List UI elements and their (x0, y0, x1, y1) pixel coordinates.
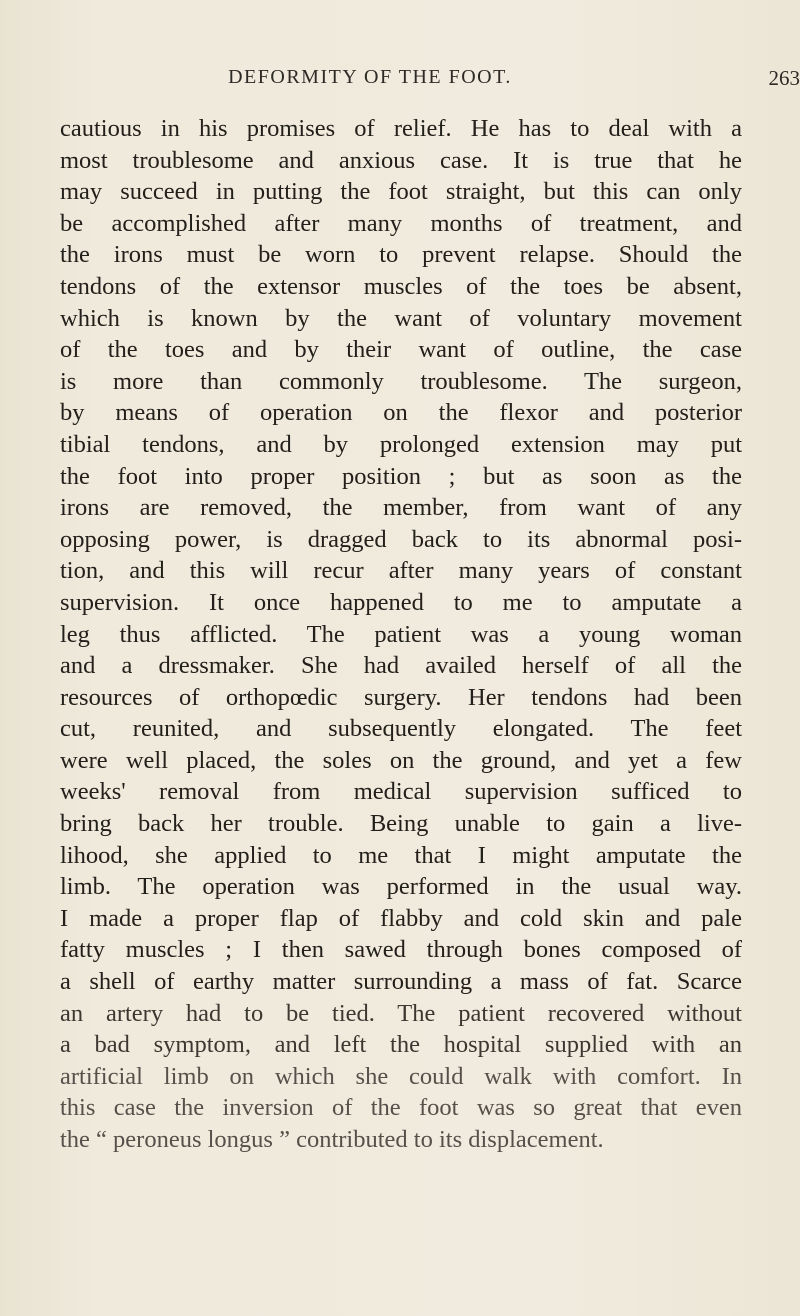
page-number: 263 (768, 66, 800, 90)
text-line: were well placed, the soles on the ground, and yet a few (60, 746, 742, 774)
text-line: I made a proper flap of flabby and cold skin and pale (60, 904, 742, 932)
running-head (60, 66, 800, 94)
text-line: be accomplished after many months of treatment, and (60, 209, 742, 237)
text-line: an artery had to be tied. The patient recovered without (60, 999, 742, 1027)
text-line: the irons must be worn to prevent relapse. Should the (60, 241, 742, 269)
body-paragraph (60, 113, 742, 1156)
text-line: a shell of earthy matter surrounding a mass of fat. Scarce (60, 968, 742, 996)
text-line: opposing power, is dragged back to its abnormal posi- (60, 525, 742, 553)
text-line: tendons of the extensor muscles of the toes be absent, (60, 272, 742, 300)
text-line: the “ peroneus longus ” contributed to its displacement. (60, 1126, 604, 1153)
text-line: weeks' removal from medical supervision sufficed to (60, 778, 742, 806)
text-line: which is known by the want of voluntary movement (60, 304, 742, 332)
text-line: a bad symptom, and left the hospital supplied with an (60, 1031, 742, 1059)
text-line: the foot into proper position ; but as soon as the (60, 462, 742, 490)
text-line: tibial tendons, and by prolonged extension may put (60, 430, 742, 458)
text-line: supervision. It once happened to me to amputate a (60, 588, 742, 616)
text-line: may succeed in putting the foot straight, but this can only (60, 178, 742, 206)
text-line: artificial limb on which she could walk with comfort. In (60, 1062, 742, 1090)
text-line: by means of operation on the flexor and posterior (60, 399, 742, 427)
text-line: tion, and this will recur after many years of constant (60, 557, 742, 585)
text-line: limb. The operation was performed in the usual way. (60, 873, 742, 901)
text-line: is more than commonly troublesome. The surgeon, (60, 367, 742, 395)
text-line: cut, reunited, and subsequently elongated. The feet (60, 715, 742, 743)
text-line: resources of orthopœdic surgery. Her tendons had been (60, 683, 742, 711)
text-line: this case the inversion of the foot was so great that even (60, 1094, 742, 1122)
text-line: cautious in his promises of relief. He has to deal with a (60, 115, 742, 142)
text-line: and a dressmaker. She had availed herself of all the (60, 652, 742, 680)
text-line: fatty muscles ; I then sawed through bones composed of (60, 936, 742, 964)
text-line: leg thus afflicted. The patient was a young woman (60, 620, 742, 648)
text-line: most troublesome and anxious case. It is true that he (60, 146, 742, 174)
running-title: DEFORMITY OF THE FOOT. (228, 66, 512, 88)
text-line: irons are removed, the member, from want of any (60, 494, 742, 522)
text-line: of the toes and by their want of outline, the case (60, 336, 742, 364)
text-line: bring back her trouble. Being unable to gain a live- (60, 810, 742, 838)
text-line: lihood, she applied to me that I might amputate the (60, 841, 742, 869)
